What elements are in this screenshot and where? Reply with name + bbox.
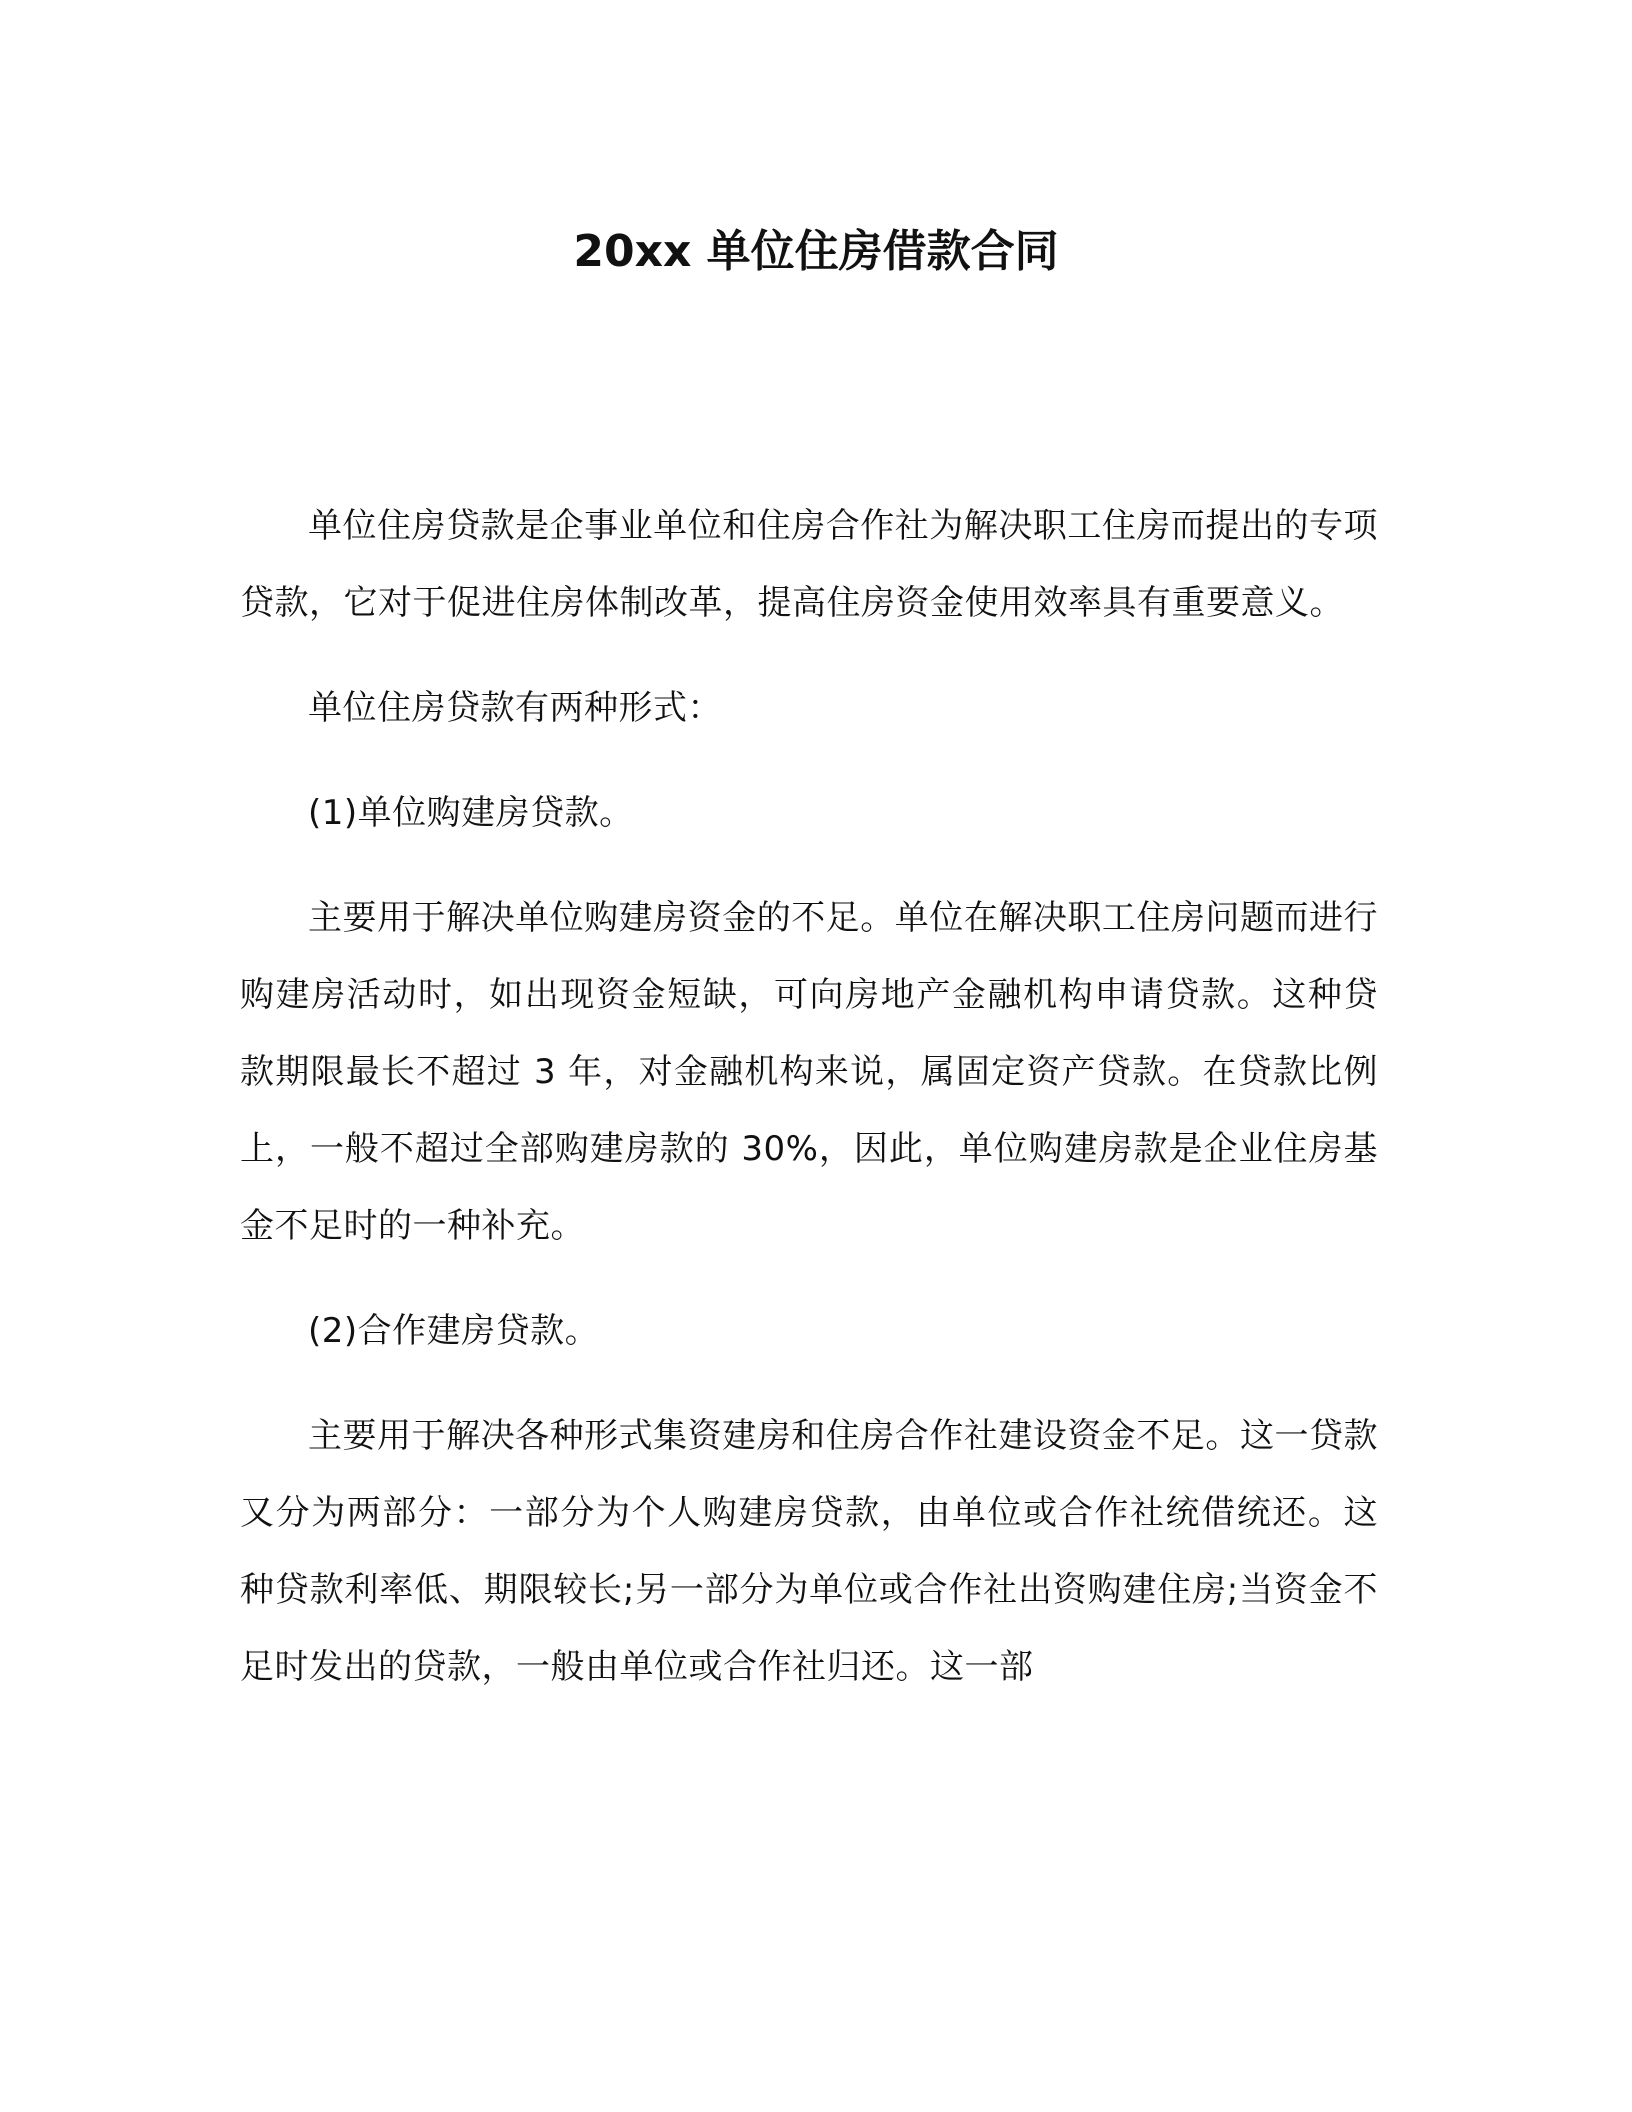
paragraph-item-1-body: 主要用于解决单位购建房资金的不足。单位在解决职工住房问题而进行购建房活动时，如出现资金短缺，可向房地产金融机构申请贷款。这种贷款期限最长不超过 3 年，对金融机构来说，属固定资产贷款。在贷款比例上，一般不超过全部购建房款的 30%，因此，单位购建房款是企业住房基金不足时的一种补充。 [240,898,1378,1246]
paragraph-intro: 单位住房贷款是企事业单位和住房合作社为解决职工住房而提出的专项贷款，它对于促进住房体制改革，提高住房资金使用效率具有重要意义。 [240,506,1378,623]
paragraph-item-2-body: 主要用于解决各种形式集资建房和住房合作社建设资金不足。这一贷款又分为两部分：一部分为个人购建房贷款，由单位或合作社统借统还。这种贷款利率低、期限较长;另一部分为单位或合作社出资购建住房;当资金不足时发出的贷款，一般由单位或合作社归还。这一部 [240,1416,1378,1687]
document-title: 20xx 单位住房借款合同 [573,226,1059,277]
document-body [240,488,1378,1734]
paragraph-item-2-heading: (2)合作建房贷款。 [308,1311,600,1351]
paragraph-forms-heading: 单位住房贷款有两种形式： [308,688,722,728]
paragraph-item-1-heading: (1)单位购建房贷款。 [308,793,634,833]
